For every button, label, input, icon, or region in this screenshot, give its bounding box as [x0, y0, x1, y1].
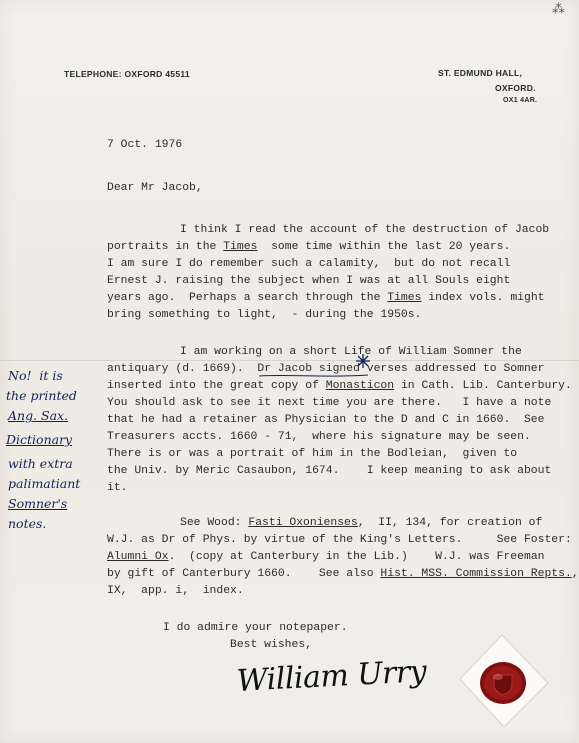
p1-line-3: I am sure I do remember such a calamity, but do not recall	[107, 258, 511, 270]
p3-line-1: See Wood: Fasti Oxonienses, II, 134, for creation of	[180, 517, 543, 529]
signature: William Urry	[236, 654, 428, 699]
hand-underline-mark	[258, 373, 370, 379]
p3-line-3: Alumni Ox. (copy at Canterbury in the Lib.) W.J. was Freeman	[107, 551, 545, 563]
letter-date: 7 Oct. 1976	[107, 139, 183, 151]
p2-line-5: that he had a retainer as Physician to the D and C in 1660. See	[107, 414, 545, 426]
p2-line-7: There is or was a portrait of him in the Bodleian, given to	[107, 448, 518, 460]
p2-line-4: You should ask to see it next time you are there. I have a note	[107, 397, 552, 409]
margin-note-line-3: Ang. Sax.	[8, 408, 69, 423]
p2-line-9: it.	[107, 482, 128, 494]
p3-line-4: by gift of Canterbury 1660. See also Hist. MSS. Commission Repts.,	[107, 568, 579, 580]
margin-note-line-8: notes.	[8, 516, 47, 531]
address-line-2: OXFORD.	[495, 83, 536, 93]
p1-line-5: years ago. Perhaps a search through the Times index vols. might	[107, 292, 545, 304]
telephone-line: TELEPHONE: OXFORD 45511	[64, 69, 190, 79]
p1-line-4: Ernest J. raising the subject when I was at all Souls eight	[107, 275, 511, 287]
p1-line-2: portraits in the Times some time within the last 20 years.	[107, 241, 511, 253]
asterisk-mark-icon	[355, 353, 371, 369]
address-line-1: ST. EDMUND HALL,	[438, 68, 523, 78]
staple-mark: ⁂	[552, 2, 565, 17]
closing-line-2: Best wishes,	[230, 639, 313, 651]
closing-line-1: I do admire your notepaper.	[163, 622, 348, 634]
salutation: Dear Mr Jacob,	[107, 182, 203, 194]
p2-line-1: I am working on a short Life of William Somner the	[180, 346, 522, 358]
postcode: OX1 4AR.	[503, 97, 538, 104]
p2-line-3: inserted into the great copy of Monasticon in Cath. Lib. Canterbury.	[107, 380, 572, 392]
margin-note-line-1: No! it is	[8, 368, 63, 383]
p3-line-2: W.J. as Dr of Phys. by virtue of the King's Letters. See Foster:	[107, 534, 572, 546]
p1-line-6: bring something to light, - during the 1950s.	[107, 309, 422, 321]
margin-note-line-5: with extra	[8, 456, 73, 471]
margin-note-line-6: palimatiant	[8, 476, 81, 491]
p2-line-8: the Univ. by Meric Casaubon, 1674. I keep meaning to ask about	[107, 465, 552, 477]
p2-line-6: Treasurers accts. 1660 - 71, where his signature may be seen.	[107, 431, 531, 443]
p3-line-5: IX, app. i, index.	[107, 585, 244, 597]
wax-seal	[458, 633, 550, 729]
margin-note-line-7: Somner's	[8, 496, 68, 511]
margin-note-line-2: the printed	[6, 388, 77, 403]
margin-note-line-4: Dictionary	[6, 432, 73, 447]
p2-line-2: antiquary (d. 1669). Dr Jacob signed verses addressed to Somner	[107, 363, 545, 375]
p1-line-1: I think I read the account of the destruction of Jacob	[180, 224, 550, 236]
